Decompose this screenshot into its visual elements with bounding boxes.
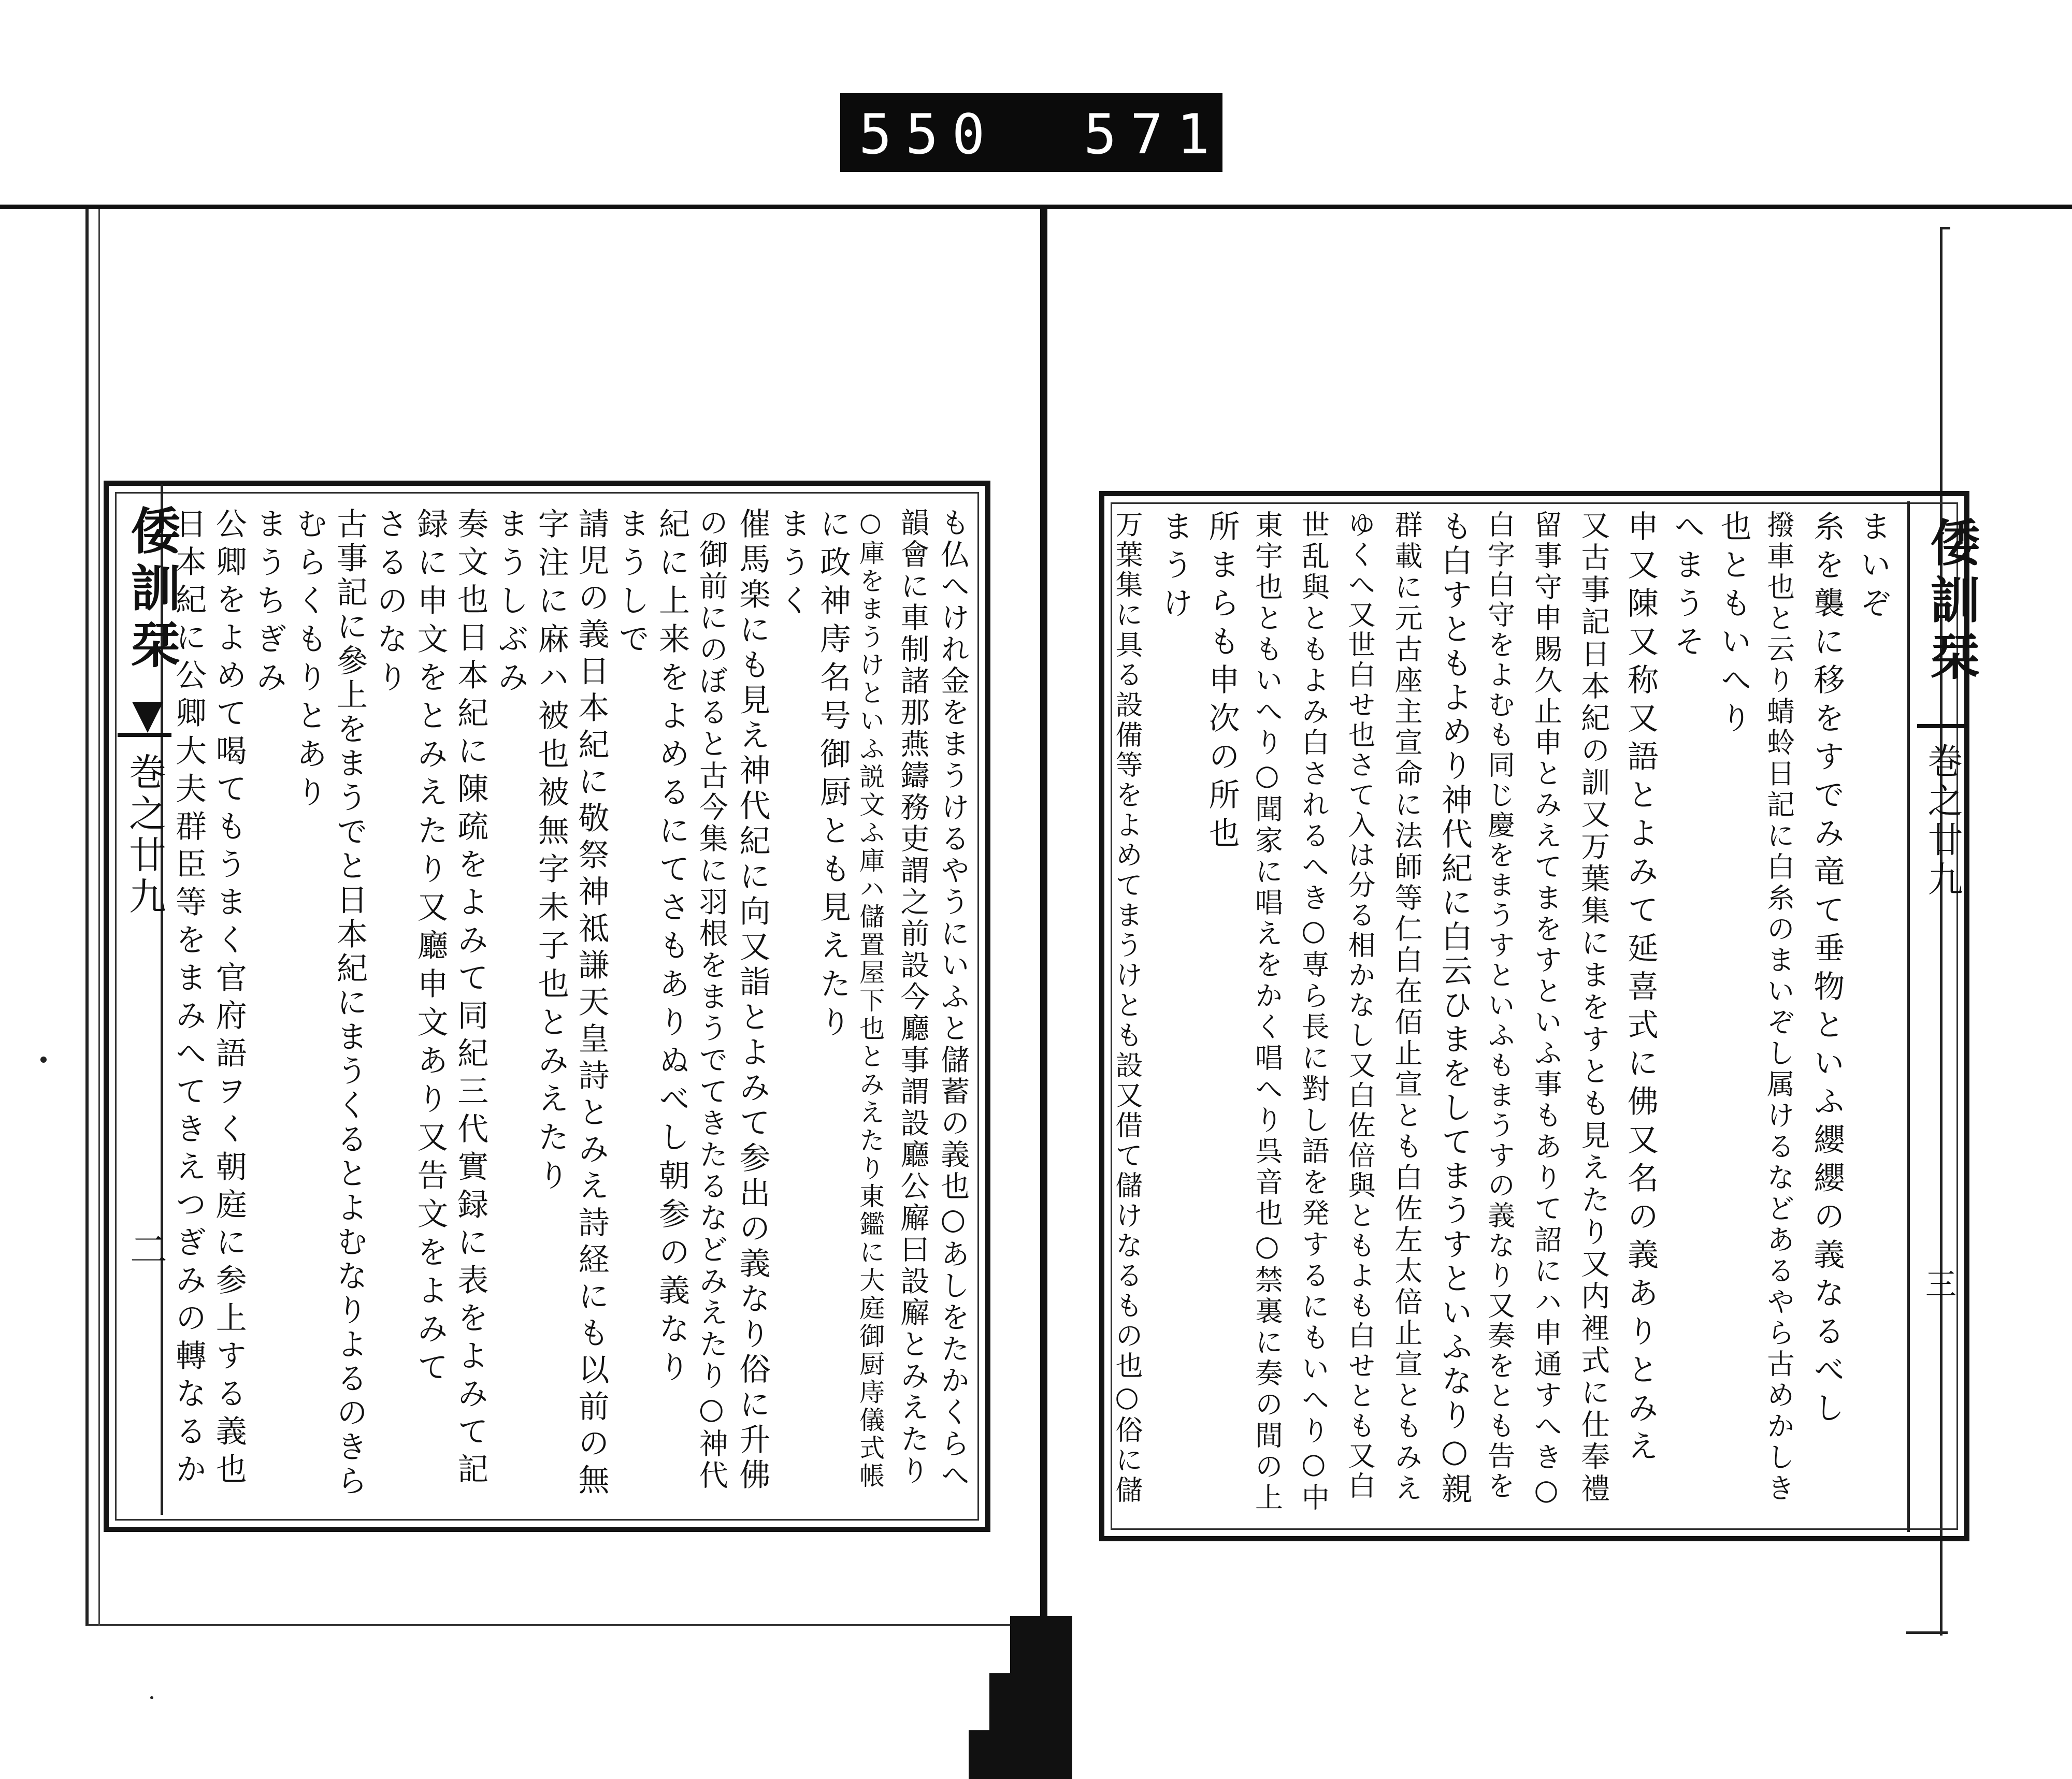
text-column: に政神庤名号御厨とも見えたり [815, 508, 851, 1044]
book-spine [1040, 209, 1047, 1633]
left-page-header-strip [111, 484, 181, 1515]
text-column: ゆくへ又世白せ也さて入は分る相かなし又白佐倍與ともよも白せとも又白 [1344, 510, 1376, 1501]
text-column: 世乱與ともよみ白されるへき○専ら長に對し語を発するにもいへり○中 [1297, 510, 1330, 1514]
text-column: 万葉集に具る設備等をよめてまうけとも設又借て儲けなるもの也○俗に儲 [1111, 510, 1143, 1506]
text-column: まうちぎみ [251, 508, 287, 699]
archive-number-right: 571 [1084, 103, 1224, 166]
text-column: の御前にのぼると古今集に羽根をまうでてきたるなどみえたり○神代 [694, 508, 728, 1492]
text-column: 糸を襲に移をすでみ竜て垂物といふ纓纓の義なるべし [1808, 510, 1845, 1430]
spine-shadow [969, 1616, 1072, 1779]
text-column: まいぞ [1855, 510, 1892, 625]
text-column: 也ともいへり [1715, 510, 1752, 740]
text-column: 所まらも申次の所也 [1203, 510, 1240, 855]
text-column: むらくもりとあり [291, 508, 328, 814]
text-column: へまうそ [1668, 510, 1705, 663]
text-column: まうしで [613, 508, 650, 661]
text-column: 請児の義日本紀に敬祭神祗謙天皇詩とみえ詩経にも以前の無 [573, 508, 610, 1500]
ink-speck [40, 1057, 47, 1063]
archive-number-label [840, 93, 1222, 172]
text-column: まうけ [1157, 510, 1193, 625]
text-column: 日本紀に公卿大夫群臣等をまみへてきえつぎみの轉なるか [170, 508, 207, 1491]
text-column: も仏へけれ金をまうけるやうにいふと儲蓄の義也○あしをたかくらへ [936, 508, 970, 1492]
right-page-number: 三 [1920, 1268, 1956, 1299]
right-page-header-strip [1907, 501, 1981, 1532]
text-column: 又古事記日本紀の訓又万葉集にまをすとも見えたり又内裡式に仕奉禮 [1576, 510, 1610, 1506]
text-column: 申又陳又称又語とよみて延喜式に佛又名の義ありとみえ [1622, 510, 1659, 1468]
text-column: 催馬楽にも見え神代紀に向又詣とよみて参出の義なり俗に升佛 [734, 508, 771, 1494]
text-column: 東宇也ともいへり○聞家に唱えをかく唱へり呉音也○禁裏に奏の間の上 [1250, 510, 1284, 1514]
text-column: まうく [774, 508, 811, 623]
text-column: 撥車也と云り蜻蛉日記に白糸のまいぞし属けるなどあるやら古めかしき [1762, 510, 1795, 1505]
text-column: 奏文也日本紀に陳疏をよみて同紀三代實録に表をよみて記 [452, 508, 489, 1491]
right-page-volume: 巻之廿九 [1917, 724, 1967, 900]
left-page-volume: 巻之廿九 [118, 733, 171, 918]
archive-number-left: 550 [859, 103, 999, 166]
right-page-title: 倭訓栞 [1922, 517, 1981, 688]
text-column: 公卿をよめて喝てもうまく官府語ヲく朝庭に参上する義也 [210, 508, 247, 1491]
text-column: まうしぶみ [493, 508, 529, 699]
left-page-number: 二 [124, 1230, 167, 1267]
left-page-title: 倭訓栞 [123, 505, 181, 676]
right-leaf-bottom-edge [1906, 1631, 1948, 1634]
text-column: 録に申文をとみえたり又廳申文あり又告文をよみて [412, 508, 449, 1389]
text-column: 白字白守をよむも同じ慶をまうすといふもまうすの義なり又奏をとも告を [1483, 510, 1515, 1501]
text-column: 韻會に車制諸那燕鑄務吏謂之前設今廳事謂設廳公廨曰設廨とみえたり [896, 508, 930, 1487]
text-column: ○庫をまうけといふ説文ふ庫ハ儲置屋下也とみえたり東鑑に大庭御厨庤儀式帳 [855, 508, 885, 1491]
text-column: も白すともよめり神代紀に白云ひまをしてまうすといふなり○親 [1436, 510, 1473, 1507]
fishtail-mark-icon [132, 702, 163, 733]
ink-speck [150, 1696, 153, 1699]
text-column: 紀に上来をよめるにてさもありぬべし朝参の義なり [654, 508, 690, 1389]
text-column: 留事守申賜久止申とみえてまをすといふ事もありて詔にハ申通すへき○ [1530, 510, 1563, 1509]
text-column: さるのなり [371, 508, 408, 699]
text-column: 字注に麻ハ被也被無字未子也とみえたり [533, 508, 569, 1197]
text-column: 古事記に參上をまうでと日本紀にまうくるとよむなりよるのきら [332, 508, 368, 1499]
binding-rule [0, 205, 2072, 209]
text-column: 群載に元古座主宣命に法師等仁白在佰止宣とも白佐左太倍止宣ともみえ [1390, 510, 1423, 1505]
